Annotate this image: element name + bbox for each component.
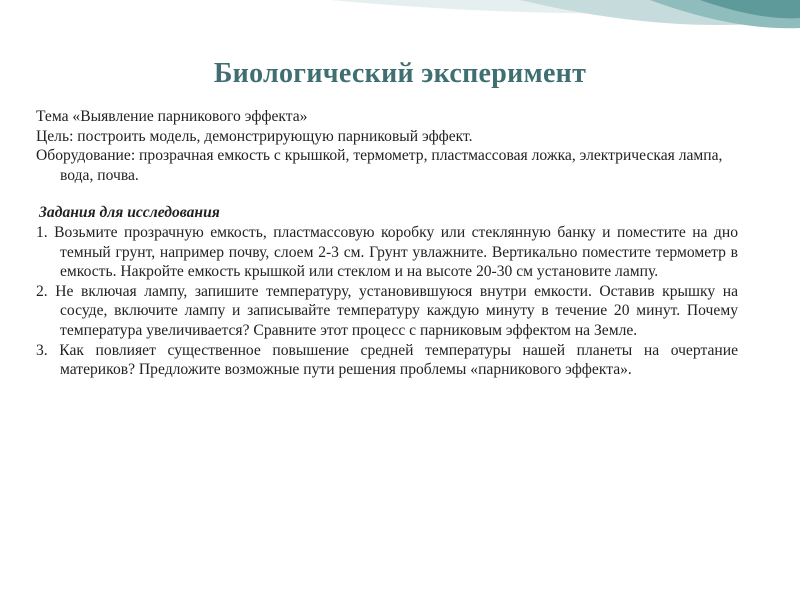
slide-content (36, 107, 738, 380)
goal-line: Цель: построить модель, демонстрирующую парниковый эффект. (36, 127, 473, 145)
equipment-line: Оборудование: прозрачная емкость с крышкой, термометр, пластмассовая ложка, электрическая лампа, вода, почва. (36, 147, 723, 184)
task-item-3: 3. Как повлияет существенное повышение средней температуры нашей планеты на очертание материков? Предложите возможные пути решения проблемы «парникового эффекта». (36, 341, 738, 379)
paragraph-spacer (36, 185, 738, 203)
task-item-2: 2. Не включая лампу, запишите температуру, установившуюся внутри емкости. Оставив крышку на сосуде, включите лампу и записывайте температуру каждую минуту в течение 20 минут. Почему температура увеличивается? Сравните этот процесс с парниковым эффектом на Земле. (36, 282, 738, 339)
tasks-heading: Задания для исследования (39, 204, 220, 222)
task-item-1: 1. Возьмите прозрачную емкость, пластмассовую коробку или стеклянную банку и поместите на дно темный грунт, например почву, слоем 2-3 см. Грунт увлажните. Вертикально поместите термометр в емкость. Накройте емкость крышкой или стеклом и на высоте 20-30 см установите лампу. (36, 223, 738, 281)
slide-title: Биологический эксперимент (213, 58, 587, 89)
topic-line: Тема «Выявление парникового эффекта» (36, 108, 308, 125)
